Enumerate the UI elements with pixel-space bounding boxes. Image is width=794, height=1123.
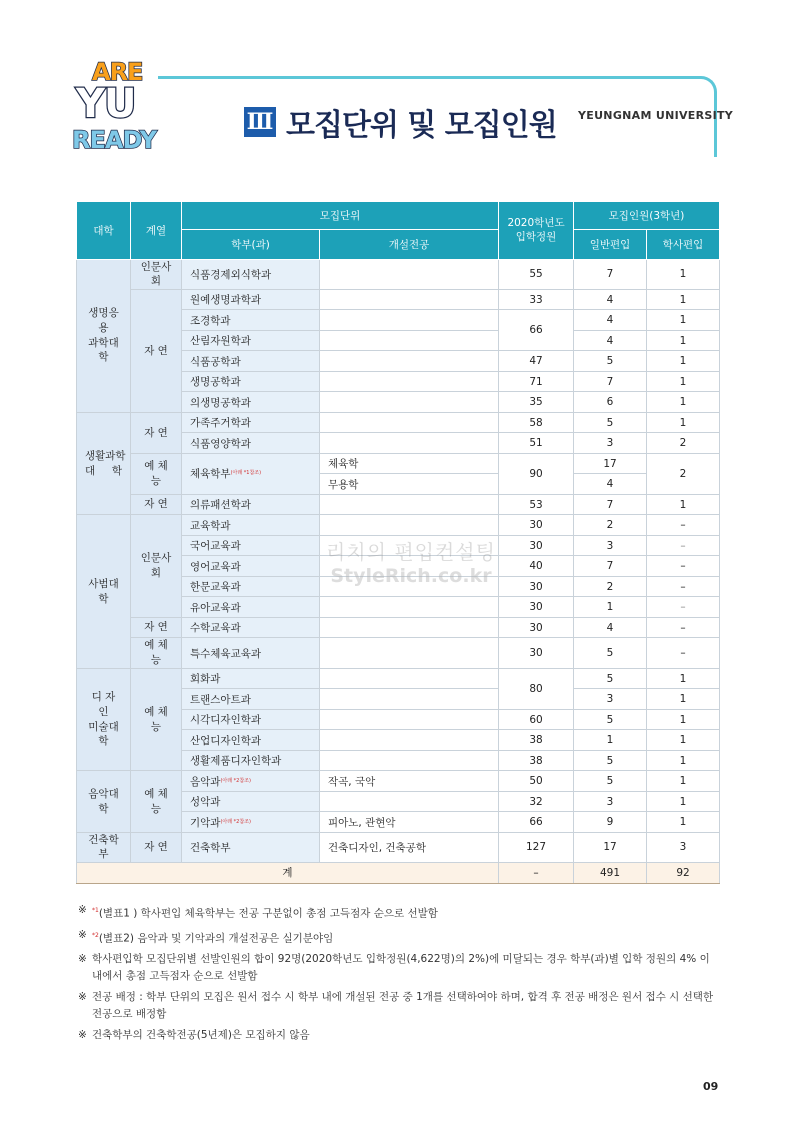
general-cell: 4 <box>574 310 647 331</box>
major-cell <box>320 515 499 536</box>
logo-text-2: YU <box>76 81 136 127</box>
field-cell: 예 체 능 <box>131 771 182 833</box>
total-quota: – <box>499 863 574 884</box>
general-cell: 3 <box>574 535 647 556</box>
bachelor-cell: 1 <box>647 689 720 710</box>
field-cell: 자 연 <box>131 617 182 638</box>
major-cell <box>320 289 499 310</box>
bachelor-cell: – <box>647 617 720 638</box>
are-yu-ready-logo <box>72 58 158 158</box>
bachelor-cell: 1 <box>647 791 720 812</box>
general-cell: 4 <box>574 330 647 351</box>
general-cell: 4 <box>574 474 647 495</box>
major-cell: 작곡, 국악 <box>320 771 499 792</box>
bachelor-cell: – <box>647 515 720 536</box>
dept-cell <box>182 771 320 792</box>
college-cell: 음악대학 <box>77 771 131 833</box>
bachelor-cell: 1 <box>647 259 720 289</box>
table-row <box>77 289 720 310</box>
table-row <box>77 494 720 515</box>
major-cell <box>320 709 499 730</box>
bachelor-cell: 1 <box>647 668 720 689</box>
field-cell: 예 체 능 <box>131 453 182 494</box>
bachelor-cell: 1 <box>647 412 720 433</box>
major-cell <box>320 412 499 433</box>
dept-cell: 식품경제외식학과 <box>182 259 320 289</box>
note-mark: ※ <box>78 991 87 1003</box>
note-text-wrap <box>92 927 333 948</box>
general-cell: 3 <box>574 791 647 812</box>
general-cell: 5 <box>574 668 647 689</box>
general-cell: 17 <box>574 453 647 474</box>
quota-cell: 60 <box>499 709 574 730</box>
table-row <box>77 412 720 433</box>
dept-cell: 수학교육과 <box>182 617 320 638</box>
header-field: 계열 <box>131 202 182 259</box>
dept-cell: 교육학과 <box>182 515 320 536</box>
table-row <box>77 668 720 689</box>
general-cell: 7 <box>574 494 647 515</box>
general-cell: 5 <box>574 351 647 372</box>
dept-cell: 산림자원학과 <box>182 330 320 351</box>
college-cell: 디 자 인 미술대학 <box>77 668 131 771</box>
major-cell <box>320 730 499 751</box>
quota-cell: 30 <box>499 597 574 618</box>
quota-cell: 30 <box>499 617 574 638</box>
field-cell: 예 체 능 <box>131 668 182 771</box>
general-cell: 3 <box>574 689 647 710</box>
bachelor-cell: 1 <box>647 750 720 771</box>
table-row <box>77 259 720 289</box>
quota-cell: 66 <box>499 812 574 833</box>
dept-cell: 영어교육과 <box>182 556 320 577</box>
note-item <box>78 951 718 985</box>
general-cell: 4 <box>574 617 647 638</box>
dept-cell: 조경학과 <box>182 310 320 331</box>
quota-cell: 66 <box>499 310 574 351</box>
bachelor-cell: 1 <box>647 289 720 310</box>
dept-cell: 건축학부 <box>182 832 320 862</box>
bachelor-cell: 2 <box>647 433 720 454</box>
note-text: 건축학부의 건축학전공(5년제)은 모집하지 않음 <box>92 1029 310 1041</box>
college-cell: 건축학부 <box>77 832 131 862</box>
header-college: 대학 <box>77 202 131 259</box>
dept-cell: 식품영양학과 <box>182 433 320 454</box>
dept-cell: 의류패션학과 <box>182 494 320 515</box>
note-ref-tag: (아래 *2참조) <box>220 777 251 784</box>
quota-cell: 33 <box>499 289 574 310</box>
dept-cell: 식품공학과 <box>182 351 320 372</box>
college-cell: 사범대학 <box>77 515 131 668</box>
section-number-badge: Ⅲ <box>244 107 276 137</box>
major-cell <box>320 494 499 515</box>
major-cell <box>320 259 499 289</box>
major-cell <box>320 750 499 771</box>
header-major: 개설전공 <box>320 229 499 259</box>
quota-cell: 127 <box>499 832 574 862</box>
dept-cell: 생활제품디자인학과 <box>182 750 320 771</box>
quota-cell: 30 <box>499 535 574 556</box>
dept-cell: 원예생명과학과 <box>182 289 320 310</box>
note-text-wrap <box>92 902 438 923</box>
university-name: YEUNGNAM UNIVERSITY <box>578 109 734 122</box>
note-ref-tag: (아래 *2참조) <box>220 818 251 825</box>
table-row <box>77 638 720 668</box>
note-text: (별표1 ) 학사편입 체육학부는 전공 구분없이 총점 고득점자 순으로 선발함 <box>98 907 438 920</box>
bachelor-cell: – <box>647 556 720 577</box>
bachelor-cell: 1 <box>647 709 720 730</box>
major-cell: 무용학 <box>320 474 499 495</box>
college-cell: 생명응용 과학대학 <box>77 259 131 412</box>
quota-cell: 71 <box>499 371 574 392</box>
major-cell <box>320 535 499 556</box>
total-label: 계 <box>77 863 499 884</box>
dept-cell: 특수체육교육과 <box>182 638 320 668</box>
header-quota: 2020학년도 입학정원 <box>499 202 574 259</box>
dept-cell: 트랜스아트과 <box>182 689 320 710</box>
note-mark: ※ <box>78 904 87 916</box>
quota-cell: 51 <box>499 433 574 454</box>
note-text: 전공 배정 : 학부 단위의 모집은 원서 접수 시 학부 내에 개설된 전공 중 1개를 선택하여야 하며, 합격 후 전공 배정은 원서 접수 시 선택한 전공으로 배정함 <box>92 991 714 1020</box>
note-item <box>78 1027 718 1044</box>
bachelor-cell: 1 <box>647 812 720 833</box>
dept-cell: 산업디자인학과 <box>182 730 320 751</box>
quota-cell: 50 <box>499 771 574 792</box>
quota-cell: 35 <box>499 392 574 413</box>
watermark-line-1: 리치의 편입컨설팅 <box>326 540 496 564</box>
header-general: 일반편입 <box>574 229 647 259</box>
page-title-block <box>244 100 557 144</box>
bachelor-cell: 1 <box>647 330 720 351</box>
dept-label: 음악과 <box>190 775 221 788</box>
bachelor-cell: 1 <box>647 771 720 792</box>
quota-cell: 30 <box>499 638 574 668</box>
note-mark: ※ <box>78 928 87 941</box>
general-cell: 7 <box>574 259 647 289</box>
major-cell <box>320 617 499 638</box>
notes-section <box>78 902 718 1048</box>
total-bachelor: 92 <box>647 863 720 884</box>
header-unit: 모집단위 <box>182 202 499 229</box>
quota-cell: 53 <box>499 494 574 515</box>
field-cell: 자 연 <box>131 494 182 515</box>
major-cell <box>320 689 499 710</box>
major-cell <box>320 433 499 454</box>
page-number: 09 <box>703 1080 719 1093</box>
major-cell <box>320 330 499 351</box>
field-cell: 자 연 <box>131 289 182 412</box>
header-bachelor: 학사편입 <box>647 229 720 259</box>
total-row <box>77 863 720 884</box>
major-cell <box>320 310 499 331</box>
quota-cell: 38 <box>499 730 574 751</box>
note-item <box>78 902 718 923</box>
field-cell: 자 연 <box>131 832 182 862</box>
dept-label: 체육학부 <box>190 468 231 481</box>
general-cell: 17 <box>574 832 647 862</box>
note-mark: ※ <box>78 953 87 965</box>
dept-label: 기악과 <box>190 816 221 829</box>
major-cell <box>320 392 499 413</box>
quota-cell: 40 <box>499 556 574 577</box>
major-cell <box>320 576 499 597</box>
total-general: 491 <box>574 863 647 884</box>
bachelor-cell: – <box>647 576 720 597</box>
quota-cell: 30 <box>499 515 574 536</box>
general-cell: 3 <box>574 433 647 454</box>
table-row <box>77 617 720 638</box>
general-cell: 5 <box>574 750 647 771</box>
table-row <box>77 771 720 792</box>
general-cell: 4 <box>574 289 647 310</box>
field-cell: 인문사회 <box>131 259 182 289</box>
table-row <box>77 453 720 474</box>
general-cell: 1 <box>574 730 647 751</box>
table-row <box>77 832 720 862</box>
dept-cell: 시각디자인학과 <box>182 709 320 730</box>
note-item <box>78 989 718 1023</box>
general-cell: 5 <box>574 771 647 792</box>
general-cell: 6 <box>574 392 647 413</box>
note-sup: *2 <box>92 931 99 939</box>
dept-cell: 유아교육과 <box>182 597 320 618</box>
note-text: (별표2) 음악과 및 기악과의 개설전공은 실기분야임 <box>98 932 334 944</box>
general-cell: 2 <box>574 576 647 597</box>
major-cell <box>320 351 499 372</box>
logo-text-3: READY <box>72 126 157 154</box>
general-cell: 5 <box>574 709 647 730</box>
quota-cell: 90 <box>499 453 574 494</box>
header-dept: 학부(과) <box>182 229 320 259</box>
general-cell: 7 <box>574 556 647 577</box>
major-cell <box>320 556 499 577</box>
quota-cell: 32 <box>499 791 574 812</box>
watermark-line-2: StyleRich.co.kr <box>330 565 492 587</box>
note-item <box>78 927 718 948</box>
bachelor-cell: 1 <box>647 730 720 751</box>
quota-cell: 80 <box>499 668 574 709</box>
dept-cell: 의생명공학과 <box>182 392 320 413</box>
major-cell <box>320 597 499 618</box>
page-title: 모집단위 및 모집인원 <box>286 108 557 143</box>
major-cell <box>320 638 499 668</box>
bachelor-cell: 1 <box>647 371 720 392</box>
major-cell: 건축디자인, 건축공학 <box>320 832 499 862</box>
quota-cell: 55 <box>499 259 574 289</box>
dept-cell <box>182 453 320 494</box>
general-cell: 1 <box>574 597 647 618</box>
header-recruit: 모집인원(3학년) <box>574 202 720 229</box>
major-cell <box>320 371 499 392</box>
logo-line-3 <box>72 128 156 152</box>
dept-cell: 생명공학과 <box>182 371 320 392</box>
logo-line-2 <box>76 81 136 127</box>
dept-cell: 회화과 <box>182 668 320 689</box>
general-cell: 9 <box>574 812 647 833</box>
general-cell: 5 <box>574 638 647 668</box>
quota-cell: 47 <box>499 351 574 372</box>
general-cell: 5 <box>574 412 647 433</box>
bachelor-cell: – <box>647 597 720 618</box>
recruitment-table <box>76 202 720 884</box>
major-cell <box>320 668 499 689</box>
major-cell <box>320 791 499 812</box>
bachelor-cell: 1 <box>647 392 720 413</box>
dept-cell: 한문교육과 <box>182 576 320 597</box>
college-cell: 생활과학 대 학 <box>77 412 131 515</box>
general-cell: 7 <box>574 371 647 392</box>
major-cell: 체육학 <box>320 453 499 474</box>
quota-cell: 30 <box>499 576 574 597</box>
bachelor-cell: 3 <box>647 832 720 862</box>
dept-cell: 가족주거학과 <box>182 412 320 433</box>
bachelor-cell: 1 <box>647 351 720 372</box>
dept-cell: 성악과 <box>182 791 320 812</box>
field-cell: 자 연 <box>131 412 182 453</box>
general-cell: 2 <box>574 515 647 536</box>
bachelor-cell: – <box>647 638 720 668</box>
note-sup: *1 <box>92 907 99 914</box>
note-mark: ※ <box>78 1029 87 1041</box>
field-cell: 인문사회 <box>131 515 182 618</box>
major-cell: 피아노, 관현악 <box>320 812 499 833</box>
bachelor-cell: 1 <box>647 494 720 515</box>
bachelor-cell: 2 <box>647 453 720 494</box>
logo-text-1: ARE <box>92 58 143 86</box>
dept-cell: 국어교육과 <box>182 535 320 556</box>
quota-cell: 38 <box>499 750 574 771</box>
note-text: 학사편입학 모집단위별 선발인원의 합이 92명(2020학년도 입학정원(4,622명)의 2%)에 미달되는 경우 학부(과)별 입학 정원의 4% 이내에서 총점 고득점자 순으로 선발함 <box>92 953 710 982</box>
dept-cell <box>182 812 320 833</box>
note-ref-tag: (아래 *1참조) <box>230 470 262 477</box>
bachelor-cell: – <box>647 535 720 556</box>
table-row <box>77 515 720 536</box>
bachelor-cell: 1 <box>647 310 720 331</box>
quota-cell: 58 <box>499 412 574 433</box>
field-cell: 예 체 능 <box>131 638 182 668</box>
